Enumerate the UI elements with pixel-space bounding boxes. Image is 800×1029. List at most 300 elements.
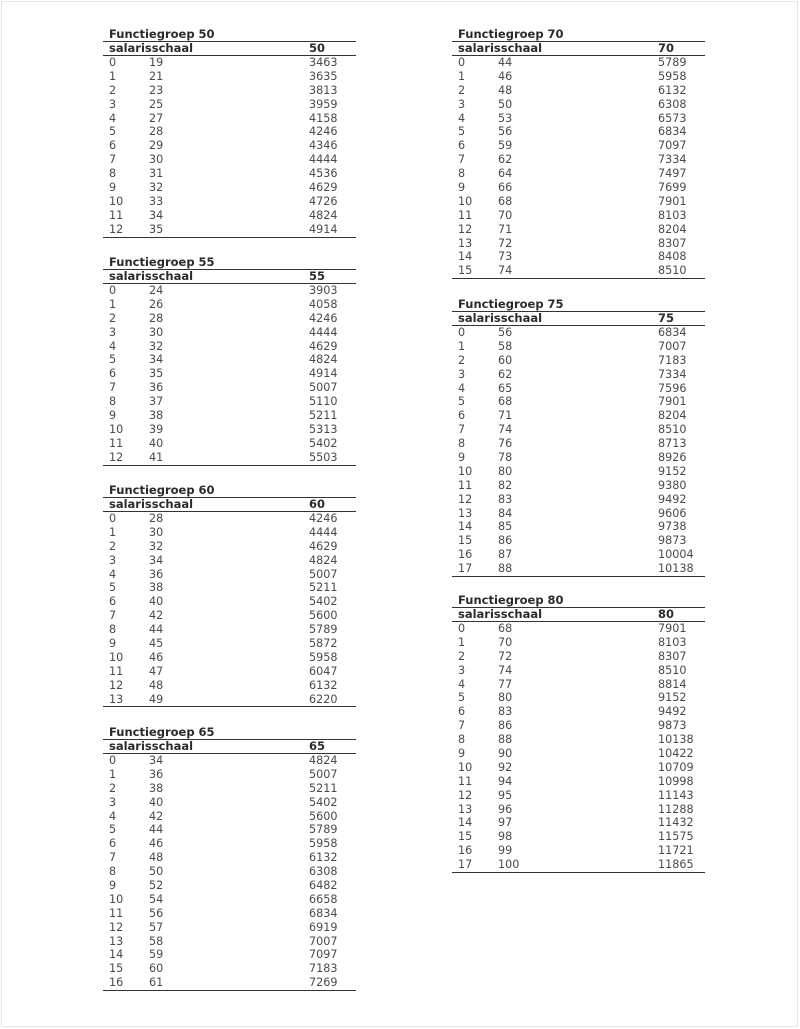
amount-cell: 4629 [309, 539, 338, 553]
step-cell: 12 [109, 678, 124, 692]
scale-cell: 44 [498, 56, 513, 69]
scale-cell: 74 [498, 423, 513, 437]
scale-cell: 45 [149, 637, 164, 651]
scale-cell: 83 [498, 705, 513, 719]
amount-cell: 4824 [309, 353, 338, 367]
step-cell: 13 [458, 506, 473, 520]
header-label: salarisschaal [109, 41, 194, 55]
group-title: Functiegroep 60 [109, 483, 215, 497]
header-number: 70 [658, 41, 675, 55]
group-title: Functiegroep 80 [458, 593, 564, 607]
amount-cell: 7097 [658, 139, 687, 153]
amount-cell: 7007 [658, 339, 687, 353]
table-row [452, 747, 705, 761]
step-cell: 0 [109, 284, 117, 297]
table-row [452, 70, 705, 84]
table-body [103, 56, 356, 238]
amount-cell: 4246 [309, 125, 338, 139]
scale-cell: 36 [149, 381, 164, 395]
step-cell: 1 [458, 635, 466, 649]
scale-cell: 52 [149, 879, 164, 893]
amount-cell: 6658 [309, 892, 338, 906]
table-row [103, 512, 356, 526]
scale-cell: 49 [149, 692, 164, 706]
table-row [103, 893, 356, 907]
amount-cell: 8103 [658, 208, 687, 222]
step-cell: 1 [109, 297, 117, 311]
table-group [452, 593, 705, 873]
amount-cell: 6482 [309, 879, 338, 893]
scale-cell: 42 [149, 809, 164, 823]
scale-cell: 44 [149, 623, 164, 637]
header-label: salarisschaal [458, 311, 543, 325]
table-row [452, 636, 705, 650]
step-cell: 4 [458, 381, 466, 395]
step-cell: 2 [458, 649, 466, 663]
amount-cell: 6220 [309, 692, 338, 706]
scale-cell: 48 [149, 678, 164, 692]
amount-cell: 5958 [309, 650, 338, 664]
step-cell: 5 [458, 125, 466, 139]
table-row [452, 465, 705, 479]
amount-cell: 5007 [309, 767, 338, 781]
amount-cell: 6308 [309, 865, 338, 879]
amount-cell: 8510 [658, 663, 687, 677]
table-row [103, 837, 356, 851]
amount-cell: 5872 [309, 637, 338, 651]
table-row [452, 650, 705, 664]
step-cell: 2 [109, 83, 117, 97]
amount-cell: 6132 [309, 851, 338, 865]
scale-cell: 34 [149, 208, 164, 222]
scale-cell: 70 [498, 208, 513, 222]
scale-cell: 88 [498, 562, 513, 576]
table-row [452, 98, 705, 112]
amount-cell: 7901 [658, 194, 687, 208]
table-row [452, 181, 705, 195]
amount-cell: 5402 [309, 795, 338, 809]
amount-cell: 10004 [658, 548, 694, 562]
amount-cell: 4629 [309, 339, 338, 353]
amount-cell: 8510 [658, 423, 687, 437]
scale-cell: 59 [498, 139, 513, 153]
table-header [452, 41, 705, 56]
amount-cell: 6834 [658, 326, 687, 339]
amount-cell: 6308 [658, 97, 687, 111]
scale-cell: 56 [498, 326, 513, 339]
scale-cell: 62 [498, 153, 513, 167]
table-row [452, 858, 705, 872]
amount-cell: 4246 [309, 311, 338, 325]
table-row [103, 423, 356, 437]
header-label: salarisschaal [458, 41, 543, 55]
scale-cell: 71 [498, 222, 513, 236]
table-row [103, 595, 356, 609]
step-cell: 6 [458, 139, 466, 153]
step-cell: 2 [109, 311, 117, 325]
table-row [452, 775, 705, 789]
step-cell: 10 [109, 650, 124, 664]
scale-cell: 21 [149, 69, 164, 83]
step-cell: 8 [109, 395, 117, 409]
step-cell: 0 [109, 56, 117, 69]
group-title: Functiegroep 75 [458, 297, 564, 311]
step-cell: 5 [458, 691, 466, 705]
step-cell: 2 [458, 83, 466, 97]
table-row [103, 209, 356, 223]
step-cell: 5 [109, 125, 117, 139]
step-cell: 2 [109, 539, 117, 553]
step-cell: 11 [458, 208, 473, 222]
amount-cell: 7699 [658, 181, 687, 195]
table-row [103, 823, 356, 837]
amount-cell: 6047 [309, 664, 338, 678]
step-cell: 11 [109, 208, 124, 222]
table-row [103, 84, 356, 98]
scale-cell: 68 [498, 395, 513, 409]
step-cell: 7 [458, 153, 466, 167]
step-cell: 1 [109, 525, 117, 539]
step-cell: 7 [109, 153, 117, 167]
table-row [452, 167, 705, 181]
step-cell: 7 [458, 423, 466, 437]
amount-cell: 10422 [658, 747, 694, 761]
amount-cell: 8713 [658, 437, 687, 451]
table-row [103, 782, 356, 796]
step-cell: 0 [109, 754, 117, 767]
table-row [452, 451, 705, 465]
scale-cell: 48 [498, 83, 513, 97]
step-cell: 3 [109, 97, 117, 111]
step-cell: 4 [109, 111, 117, 125]
amount-cell: 9380 [658, 478, 687, 492]
amount-cell: 5402 [309, 595, 338, 609]
amount-cell: 5402 [309, 436, 338, 450]
amount-cell: 4058 [309, 297, 338, 311]
amount-cell: 8204 [658, 222, 687, 236]
scale-cell: 65 [498, 381, 513, 395]
amount-cell: 4444 [309, 525, 338, 539]
scale-cell: 19 [149, 56, 164, 69]
amount-cell: 8926 [658, 451, 687, 465]
amount-cell: 5600 [309, 809, 338, 823]
step-cell: 12 [458, 492, 473, 506]
table-row [103, 98, 356, 112]
amount-cell: 4824 [309, 754, 338, 767]
table-row [103, 56, 356, 70]
step-cell: 16 [458, 844, 473, 858]
table-row [452, 237, 705, 251]
amount-cell: 10709 [658, 760, 694, 774]
group-title: Functiegroep 50 [109, 27, 215, 41]
table-row [452, 125, 705, 139]
amount-cell: 5211 [309, 409, 338, 423]
table-row [103, 623, 356, 637]
amount-cell: 4536 [309, 167, 338, 181]
amount-cell: 5789 [309, 823, 338, 837]
scale-cell: 39 [149, 422, 164, 436]
step-cell: 7 [109, 851, 117, 865]
amount-cell: 9873 [658, 534, 687, 548]
amount-cell: 6132 [309, 678, 338, 692]
amount-cell: 8510 [658, 264, 687, 278]
scale-cell: 24 [149, 284, 164, 297]
table-row [103, 976, 356, 990]
step-cell: 8 [109, 167, 117, 181]
table-header [452, 607, 705, 622]
scale-cell: 68 [498, 194, 513, 208]
step-cell: 8 [109, 865, 117, 879]
amount-cell: 7183 [309, 962, 338, 976]
table-row [452, 705, 705, 719]
step-cell: 4 [458, 111, 466, 125]
table-group [103, 483, 356, 707]
amount-cell: 8408 [658, 250, 687, 264]
table-row [452, 816, 705, 830]
step-cell: 1 [109, 69, 117, 83]
scale-cell: 72 [498, 649, 513, 663]
step-cell: 9 [109, 409, 117, 423]
scale-cell: 29 [149, 139, 164, 153]
scale-cell: 31 [149, 167, 164, 181]
scale-cell: 30 [149, 525, 164, 539]
table-row [103, 907, 356, 921]
scale-cell: 62 [498, 367, 513, 381]
scale-cell: 50 [149, 865, 164, 879]
step-cell: 2 [458, 353, 466, 367]
scale-cell: 40 [149, 795, 164, 809]
scale-cell: 68 [498, 622, 513, 635]
step-cell: 15 [458, 534, 473, 548]
header-number: 50 [309, 41, 326, 55]
table-row [452, 326, 705, 340]
scale-cell: 26 [149, 297, 164, 311]
table-row [452, 437, 705, 451]
table-row [452, 139, 705, 153]
step-cell: 12 [109, 920, 124, 934]
table-body [103, 754, 356, 991]
scale-cell: 27 [149, 111, 164, 125]
amount-cell: 6132 [658, 83, 687, 97]
table-row [103, 409, 356, 423]
step-cell: 0 [458, 56, 466, 69]
table-row [103, 195, 356, 209]
scale-cell: 50 [498, 97, 513, 111]
scale-cell: 88 [498, 733, 513, 747]
step-cell: 16 [458, 548, 473, 562]
step-cell: 7 [458, 719, 466, 733]
table-row [452, 622, 705, 636]
table-row [452, 264, 705, 278]
table-row [103, 181, 356, 195]
table-row [452, 479, 705, 493]
step-cell: 3 [458, 97, 466, 111]
table-row [452, 830, 705, 844]
scale-cell: 34 [149, 553, 164, 567]
scale-cell: 46 [498, 69, 513, 83]
table-row [103, 284, 356, 298]
step-cell: 9 [458, 747, 466, 761]
table-row [452, 719, 705, 733]
table-row [452, 733, 705, 747]
scale-cell: 74 [498, 663, 513, 677]
amount-cell: 10998 [658, 774, 694, 788]
table-row [103, 526, 356, 540]
table-row [452, 382, 705, 396]
scale-cell: 80 [498, 464, 513, 478]
step-cell: 8 [458, 733, 466, 747]
step-cell: 2 [109, 781, 117, 795]
scale-cell: 32 [149, 181, 164, 195]
amount-cell: 7097 [309, 948, 338, 962]
amount-cell: 5007 [309, 567, 338, 581]
step-cell: 6 [458, 705, 466, 719]
step-cell: 10 [458, 464, 473, 478]
amount-cell: 11865 [658, 858, 694, 872]
amount-cell: 5600 [309, 609, 338, 623]
scale-cell: 28 [149, 311, 164, 325]
table-row [452, 691, 705, 705]
amount-cell: 4444 [309, 153, 338, 167]
amount-cell: 7183 [658, 353, 687, 367]
scale-cell: 96 [498, 802, 513, 816]
amount-cell: 3463 [309, 56, 338, 69]
scale-cell: 100 [498, 858, 520, 872]
table-row [103, 851, 356, 865]
amount-cell: 3959 [309, 97, 338, 111]
table-row [103, 568, 356, 582]
scale-cell: 47 [149, 664, 164, 678]
table-row [452, 423, 705, 437]
scale-cell: 60 [498, 353, 513, 367]
amount-cell: 11432 [658, 816, 694, 830]
table-header [103, 269, 356, 284]
scale-cell: 53 [498, 111, 513, 125]
scale-cell: 78 [498, 451, 513, 465]
scale-cell: 64 [498, 167, 513, 181]
step-cell: 9 [109, 637, 117, 651]
step-cell: 12 [458, 788, 473, 802]
table-row [103, 754, 356, 768]
amount-cell: 11721 [658, 844, 694, 858]
step-cell: 3 [109, 325, 117, 339]
table-row [103, 381, 356, 395]
table-row [452, 520, 705, 534]
step-cell: 9 [109, 181, 117, 195]
scale-cell: 40 [149, 595, 164, 609]
step-cell: 7 [109, 381, 117, 395]
amount-cell: 6834 [309, 906, 338, 920]
table-row [452, 534, 705, 548]
step-cell: 6 [109, 139, 117, 153]
amount-cell: 10138 [658, 562, 694, 576]
step-cell: 10 [109, 194, 124, 208]
step-cell: 1 [458, 339, 466, 353]
scale-cell: 54 [149, 892, 164, 906]
scale-cell: 77 [498, 677, 513, 691]
group-title: Functiegroep 70 [458, 27, 564, 41]
step-cell: 4 [109, 809, 117, 823]
table-row [452, 493, 705, 507]
step-cell: 11 [109, 664, 124, 678]
scale-cell: 76 [498, 437, 513, 451]
table-row [452, 803, 705, 817]
scale-cell: 38 [149, 581, 164, 595]
table-row [103, 810, 356, 824]
scale-cell: 97 [498, 816, 513, 830]
table-row [103, 125, 356, 139]
table-row [452, 209, 705, 223]
scale-cell: 38 [149, 409, 164, 423]
table-row [452, 562, 705, 576]
step-cell: 3 [458, 663, 466, 677]
step-cell: 5 [458, 395, 466, 409]
step-cell: 9 [458, 181, 466, 195]
group-title: Functiegroep 65 [109, 725, 215, 739]
scale-cell: 36 [149, 767, 164, 781]
amount-cell: 4629 [309, 181, 338, 195]
table-row [103, 679, 356, 693]
table-group [103, 725, 356, 991]
table-row [452, 195, 705, 209]
table-group [103, 27, 356, 238]
amount-cell: 8814 [658, 677, 687, 691]
table-row [103, 395, 356, 409]
scale-cell: 61 [149, 976, 164, 990]
step-cell: 13 [109, 934, 124, 948]
table-row [103, 312, 356, 326]
step-cell: 4 [458, 677, 466, 691]
scale-cell: 32 [149, 339, 164, 353]
table-row [103, 651, 356, 665]
table-header [103, 739, 356, 754]
table-row [103, 879, 356, 893]
table-row [103, 796, 356, 810]
scale-cell: 36 [149, 567, 164, 581]
amount-cell: 5503 [309, 450, 338, 464]
step-cell: 10 [458, 760, 473, 774]
amount-cell: 4246 [309, 512, 338, 525]
scale-cell: 32 [149, 539, 164, 553]
amount-cell: 5110 [309, 395, 338, 409]
table-row [452, 664, 705, 678]
scale-cell: 72 [498, 236, 513, 250]
scale-cell: 40 [149, 436, 164, 450]
step-cell: 15 [458, 264, 473, 278]
amount-cell: 8307 [658, 236, 687, 250]
amount-cell: 5211 [309, 581, 338, 595]
table-row [452, 409, 705, 423]
scale-cell: 98 [498, 830, 513, 844]
scale-cell: 58 [149, 934, 164, 948]
table-row [103, 935, 356, 949]
header-label: salarisschaal [458, 607, 543, 621]
scale-cell: 56 [498, 125, 513, 139]
step-cell: 17 [458, 858, 473, 872]
step-cell: 14 [458, 816, 473, 830]
step-cell: 5 [109, 581, 117, 595]
step-cell: 13 [109, 692, 124, 706]
table-row [103, 665, 356, 679]
step-cell: 15 [109, 962, 124, 976]
step-cell: 13 [458, 236, 473, 250]
header-number: 65 [309, 739, 326, 753]
table-header [103, 497, 356, 512]
amount-cell: 5958 [658, 69, 687, 83]
step-cell: 14 [458, 520, 473, 534]
table-row [103, 298, 356, 312]
header-number: 75 [658, 311, 675, 325]
